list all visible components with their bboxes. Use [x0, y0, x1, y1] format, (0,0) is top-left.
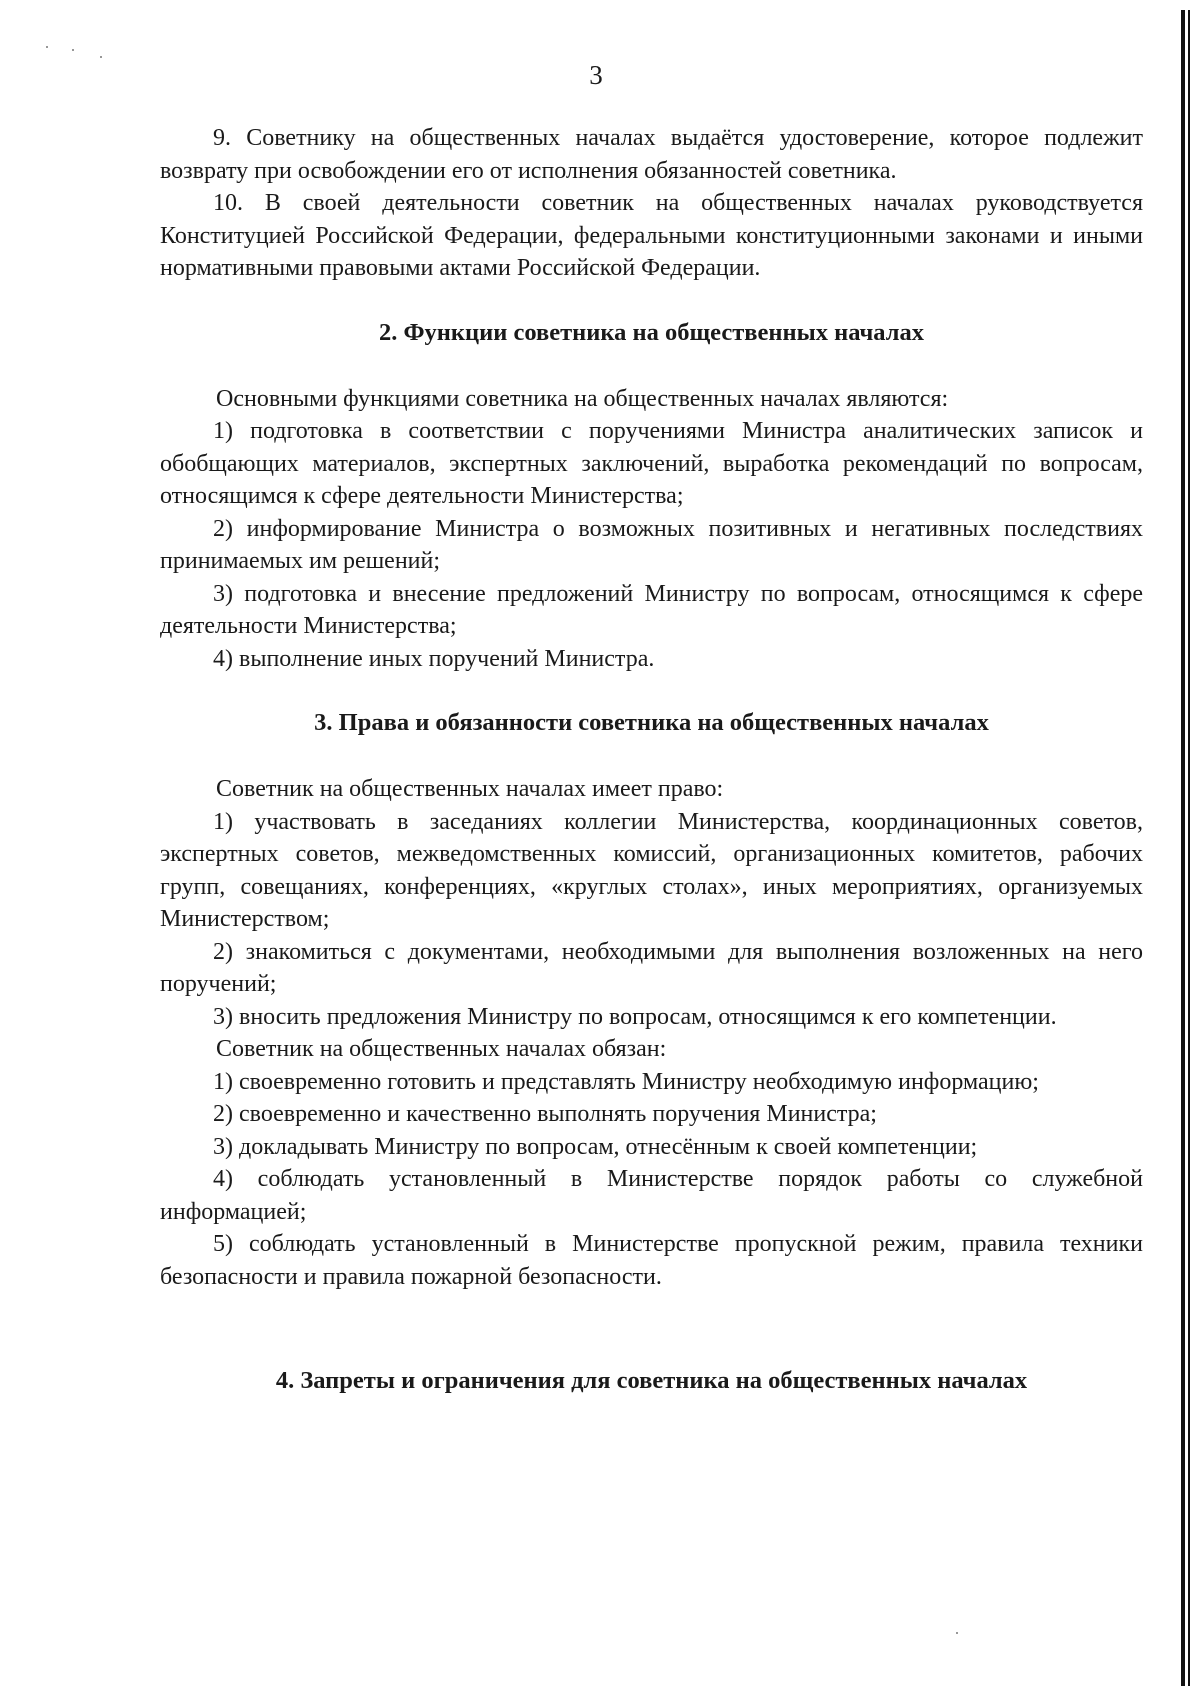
section-3-duty-4: 4) соблюдать установленный в Министерстве порядок работы со служебной информацией; [160, 1166, 1143, 1225]
section-3-right-1: 1) участвовать в заседаниях коллегии Министерства, координационных советов, экспертных советов, межведомственных комиссий, организационных комитетов, рабочих групп, совещаниях, конференциях, «круглых столах», иных мероприятиях, организуемых Министерством; [160, 808, 1143, 932]
section-4-heading: 4. Запреты и ограничения для советника на общественных началах [275, 1367, 1028, 1394]
section-3-rights-intro: Советник на общественных началах имеет право: [216, 776, 724, 802]
section-3-right-3: 3) вносить предложения Министру по вопросам, относящимся к его компетенции. [213, 1003, 1057, 1030]
paragraph-9: 9. Советнику на общественных началах выдаётся удостоверение, которое подлежит возврату при освобождении его от исполнения обязанностей советника. [160, 125, 1143, 184]
section-3-duty-1: 1) своевременно готовить и представлять Министру необходимую информацию; [213, 1068, 1039, 1095]
section-2-heading: 2. Функции советника на общественных началах [378, 318, 925, 346]
section-2-item-1: 1) подготовка в соответствии с поручениями Министра аналитических записок и обобщающих материалов, экспертных заключений, выработка рекомендаций по вопросам, относящимся к сфере деятельности Министерства; [160, 418, 1143, 509]
scan-edge-line [1188, 10, 1190, 1686]
section-3-duty-5: 5) соблюдать установленный в Министерстве пропускной режим, правила техники безопасности и правила пожарной безопасности. [160, 1231, 1143, 1290]
page-number: 3 [589, 60, 603, 90]
section-2-item-3: 3) подготовка и внесение предложений Министру по вопросам, относящимся к сфере деятельности Министерства; [160, 580, 1143, 639]
scan-speck [72, 49, 74, 51]
scan-speck [956, 1632, 958, 1634]
section-3-duty-3: 3) докладывать Министру по вопросам, отнесённым к своей компетенции; [213, 1133, 978, 1160]
section-2-item-4: 4) выполнение иных поручений Министра. [213, 645, 655, 672]
scan-speck [100, 56, 102, 58]
section-2-intro: Основными функциями советника на общественных началах являются: [216, 385, 949, 412]
document-body [160, 122, 1143, 1397]
paragraph-10: 10. В своей деятельности советник на общественных началах руководствуется Конституцией Российской Федерации, федеральными конституционными законами и иными нормативными правовыми актами Российской Федерации. [160, 190, 1143, 281]
scan-edge-line [1181, 10, 1185, 1686]
section-3-heading: 3. Права и обязанности советника на общественных началах [314, 709, 989, 736]
scan-speck [46, 46, 48, 48]
section-3-right-2: 2) знакомиться с документами, необходимыми для выполнения возложенных на него поручений; [160, 938, 1143, 997]
section-3-duties-intro: Советник на общественных началах обязан: [216, 1036, 667, 1062]
section-3-duty-2: 2) своевременно и качественно выполнять поручения Министра; [213, 1101, 877, 1127]
section-2-item-2: 2) информирование Министра о возможных позитивных и негативных последствиях принимаемых им решений; [160, 515, 1143, 574]
